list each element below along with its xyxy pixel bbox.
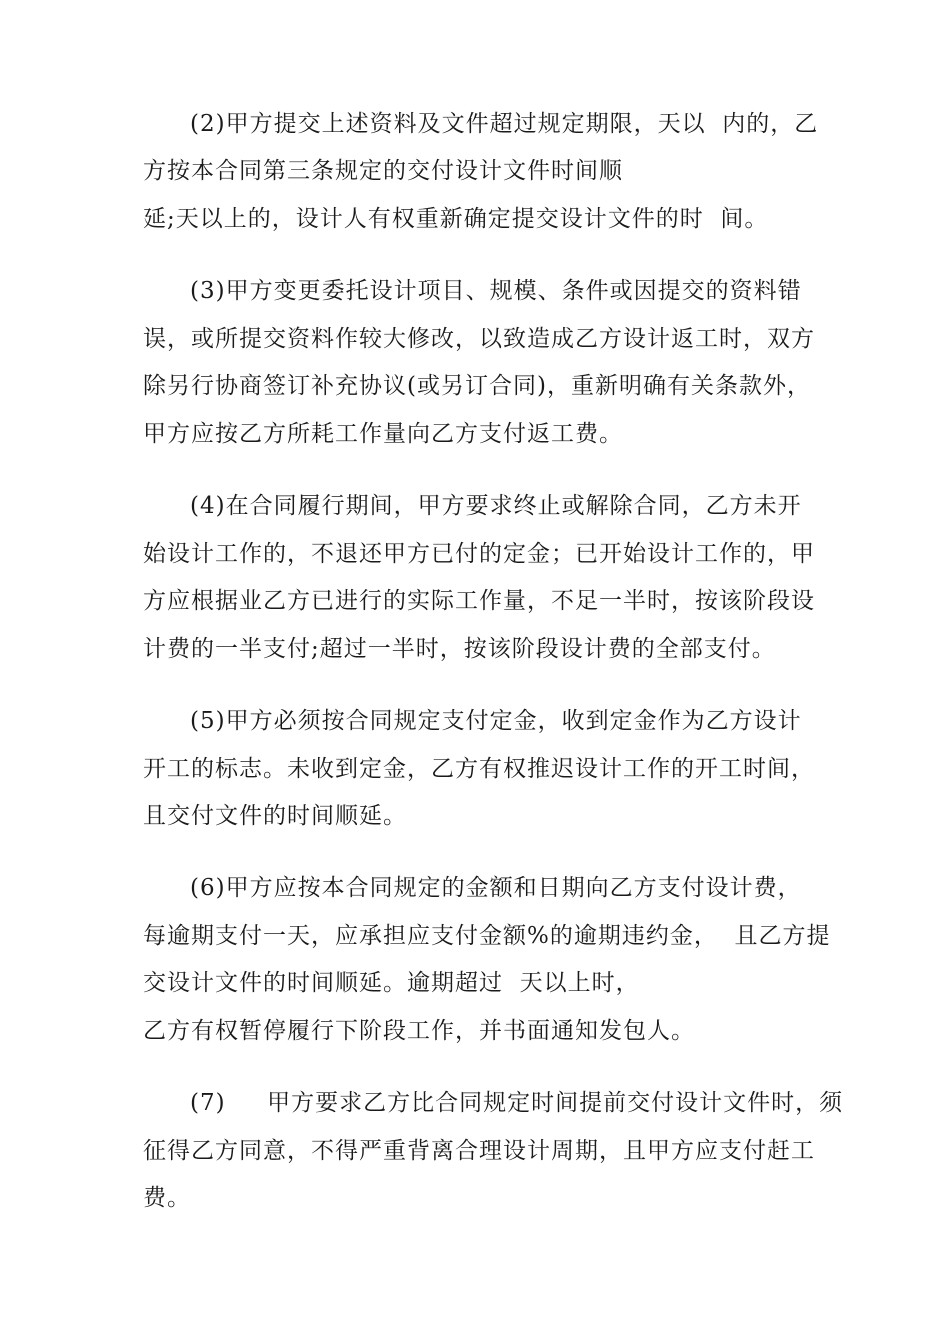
para-5-line-3: 且交付文件的时间顺延。 <box>143 803 407 829</box>
para-2-line-1: (2)甲方提交上述资料及文件超过规定期限，天以 内的，乙 <box>190 111 819 137</box>
para-6-line-4: 乙方有权暂停履行下阶段工作，并书面通知发包人。 <box>143 1018 695 1044</box>
para-2-line-3: 延;天以上的，设计人有权重新确定提交设计文件的时 间。 <box>143 206 769 232</box>
para-4-line-4: 计费的一半支付;超过一半时，按该阶段设计费的全部支付。 <box>143 636 776 662</box>
para-3-line-2: 误，或所提交资料作较大修改，以致造成乙方设计返工时，双方 <box>143 326 815 352</box>
para-6-line-2: 每逾期支付一天，应承担应支付金额%的逾期违约金， 且乙方提 <box>143 923 831 949</box>
para-4-line-3: 方应根据业乙方已进行的实际工作量，不足一半时，按该阶段设 <box>143 588 815 614</box>
para-6-line-1: (6)甲方应按本合同规定的金额和日期向乙方支付设计费， <box>190 875 802 901</box>
para-4-line-2: 始设计工作的，不退还甲方已付的定金；已开始设计工作的，甲 <box>143 541 815 567</box>
para-5-line-2: 开工的标志。未收到定金，乙方有权推迟设计工作的开工时间， <box>143 756 815 782</box>
para-7-line-3: 费。 <box>143 1185 191 1211</box>
para-3-line-3: 除另行协商签订补充协议(或另订合同)，重新明确有关条款外， <box>143 373 811 399</box>
para-3-line-4: 甲方应按乙方所耗工作量向乙方支付返工费。 <box>143 421 623 447</box>
para-3-line-1: (3)甲方变更委托设计项目、规模、条件或因提交的资料错 <box>190 278 802 304</box>
para-7-line-2: 征得乙方同意，不得严重背离合理设计周期，且甲方应支付赶工 <box>143 1138 815 1164</box>
para-6-line-3: 交设计文件的时间顺延。逾期超过 天以上时， <box>143 970 640 996</box>
para-7-line-1: (7) 甲方要求乙方比合同规定时间提前交付设计文件时，须 <box>190 1090 844 1116</box>
para-2-line-2: 方按本合同第三条规定的交付设计文件时间顺 <box>143 158 623 184</box>
para-4-line-1: (4)在合同履行期间，甲方要求终止或解除合同，乙方未开 <box>190 493 802 519</box>
para-5-line-1: (5)甲方必须按合同规定支付定金，收到定金作为乙方设计 <box>190 708 802 734</box>
